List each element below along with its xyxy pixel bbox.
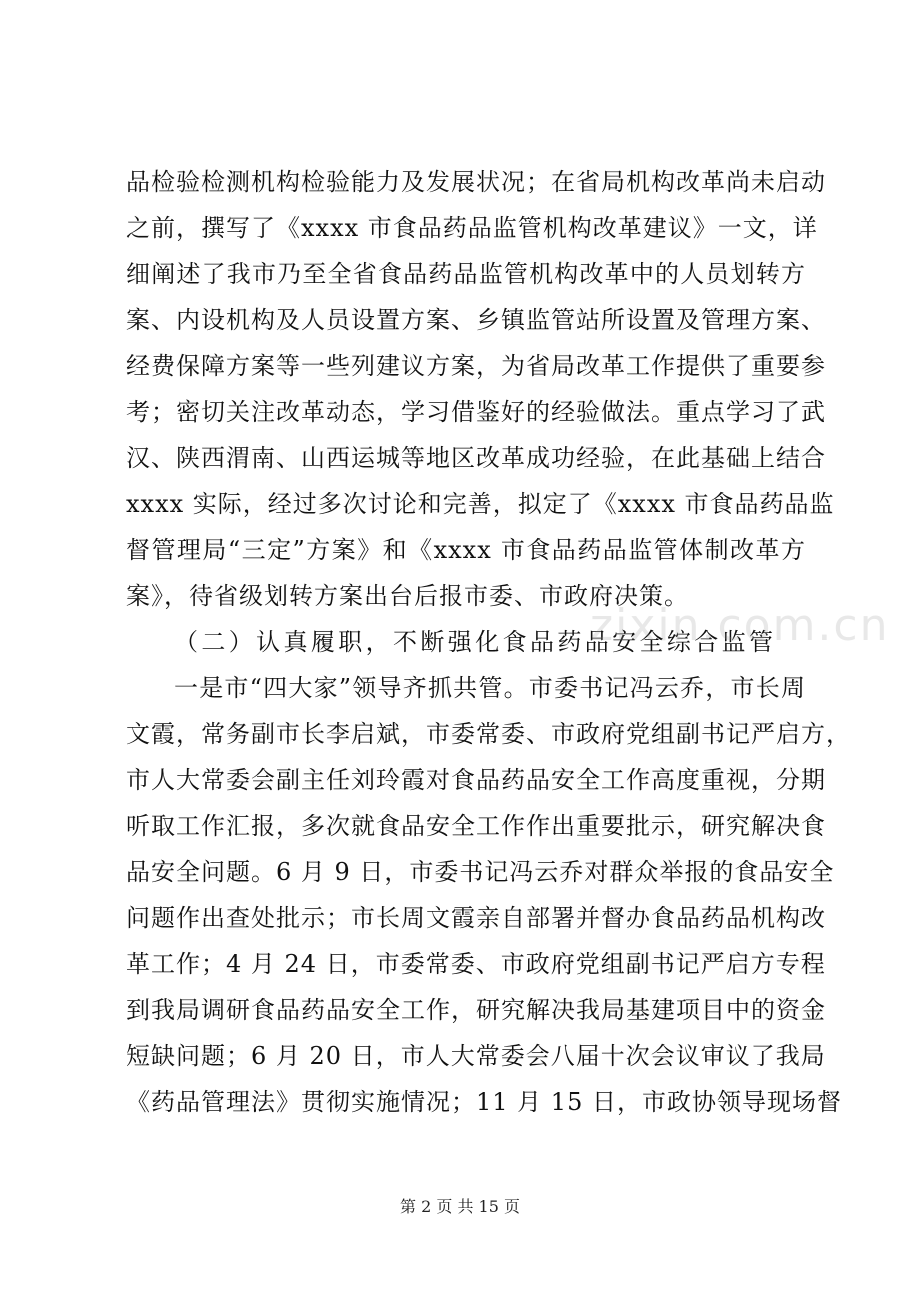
body-line-14: 市人大常委会副主任刘玲霞对食品药品安全工作高度重视，分期 (126, 766, 826, 794)
body-line-3: 细阐述了我市乃至全省食品药品监管机构改革中的人员划转方 (126, 260, 806, 288)
body-line-6: 考；密切关注改革动态，学习借鉴好的经验做法。重点学习了武 (126, 398, 826, 426)
body-line-21: 《药品管理法》贯彻实施情况；11 月 15 日，市政协领导现场督 (126, 1088, 842, 1116)
watermark: zixin.com.cn (590, 600, 890, 651)
body-line-2: 之前，撰写了《xxxx 市食品药品监管机构改革建议》一文，详 (126, 214, 818, 242)
page-number-footer: 第 2 页 共 15 页 (400, 1197, 520, 1216)
body-line-20: 短缺问题；6 月 20 日，市人大常委会八届十次会议审议了我局 (126, 1042, 826, 1070)
body-line-15: 听取工作汇报，多次就食品安全工作作出重要批示，研究解决食 (126, 812, 826, 840)
body-line-18: 革工作；4 月 24 日，市委常委、市政府党组副书记严启方专程 (126, 950, 826, 978)
body-line-7: 汉、陕西渭南、山西运城等地区改革成功经验，在此基础上结合 (126, 444, 826, 472)
body-line-4: 案、内设机构及人员设置方案、乡镇监管站所设置及管理方案、 (126, 306, 826, 334)
body-line-10: 案》，待省级划转方案出台后报市委、市政府决策。 (126, 582, 689, 610)
body-line-9: 督管理局“三定”方案》和《xxxx 市食品药品监管体制改革方 (126, 536, 806, 564)
body-line-13: 文霞，常务副市长李启斌，市委常委、市政府党组副书记严启方， (126, 720, 851, 748)
body-line-12: 一是市“四大家”领导齐抓共管。市委书记冯云乔，市长周 (174, 674, 806, 702)
body-line-17: 问题作出查处批示；市长周文霞亲自部署并督办食品药品机构改 (126, 904, 826, 932)
section-heading: （二）认真履职，不断强化食品药品安全综合监管 (174, 628, 774, 656)
body-line-16: 品安全问题。6 月 9 日，市委书记冯云乔对群众举报的食品安全 (126, 858, 835, 886)
body-line-5: 经费保障方案等一些列建议方案，为省局改革工作提供了重要参 (126, 352, 826, 380)
body-line-1: 品检验检测机构检验能力及发展状况；在省局机构改革尚未启动 (126, 168, 826, 196)
body-line-19: 到我局调研食品药品安全工作，研究解决我局基建项目中的资金 (126, 996, 826, 1024)
body-line-8: xxxx 实际，经过多次讨论和完善，拟定了《xxxx 市食品药品监 (126, 490, 835, 518)
